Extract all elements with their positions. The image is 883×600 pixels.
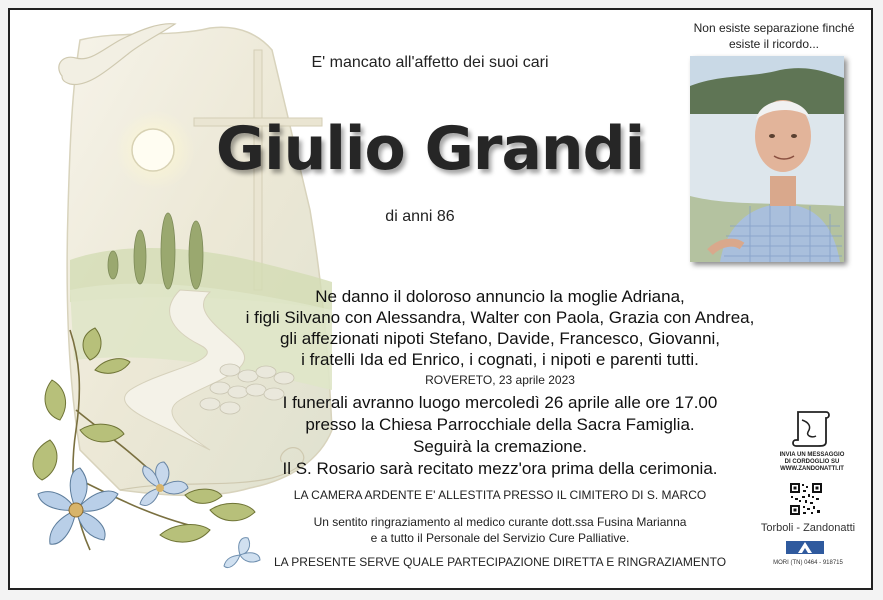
condolence-message-text[interactable] <box>762 452 862 473</box>
funeral-line: Seguirà la cremazione. <box>413 437 587 456</box>
thanks-line: e a tutto il Personale del Servizio Cure Palliative. <box>370 531 630 545</box>
funeral-line: Il S. Rosario sarà recitato mezz'ora prima della cerimonia. <box>282 459 718 478</box>
deceased-name: Giulio Grandi <box>215 114 645 184</box>
condolence-line: DI CORDOGLIO SU <box>784 459 840 465</box>
brand-logo-icon <box>786 539 824 555</box>
condolence-line: INVIA UN MESSAGGIO <box>779 452 845 458</box>
funeral-line: presso la Chiesa Parrocchiale della Sacra Famiglia. <box>305 415 695 434</box>
thanks-line: Un sentito ringraziamento al medico curante dott.ssa Fusina Marianna <box>313 515 687 529</box>
final-note: LA PRESENTE SERVE QUALE PARTECIPAZIONE DIRETTA E RINGRAZIAMENTO <box>273 555 727 569</box>
brand-name: Torboli - Zandonatti <box>760 522 856 534</box>
deceased-age: di anni 86 <box>385 208 455 225</box>
announcement-line: i figli Silvano con Alessandra, Walter con Paola, Grazia con Andrea, <box>245 308 755 327</box>
intro-text: E' mancato all'affetto dei suoi cari <box>311 54 549 71</box>
place-date: ROVERETO, 23 aprile 2023 <box>425 373 575 387</box>
scroll-logo-icon <box>762 406 862 450</box>
announcement-line: gli affezionati nipoti Stefano, Davide, Francesco, Giovanni, <box>279 329 721 348</box>
announcement-line: Ne danno il doloroso annuncio la moglie Adriana, <box>315 287 685 306</box>
qr-code[interactable] <box>789 482 823 516</box>
memorial-quote: Non esiste separazione finché esiste il ricordo... <box>693 21 855 51</box>
obituary-card <box>8 8 873 590</box>
announcement-line: i fratelli Ida ed Enrico, i cognati, i nipoti e parenti tutti. <box>301 350 699 369</box>
chapel-notice: LA CAMERA ARDENTE E' ALLESTITA PRESSO IL CIMITERO DI S. MARCO <box>293 488 707 502</box>
condolence-line: WWW.ZANDONATTI.IT <box>780 466 844 472</box>
portrait-photo <box>690 56 844 262</box>
brand-address: MORI (TN) 0464 - 918715 <box>773 560 843 566</box>
funeral-line: I funerali avranno luogo mercoledì 26 aprile alle ore 17.00 <box>282 393 718 412</box>
